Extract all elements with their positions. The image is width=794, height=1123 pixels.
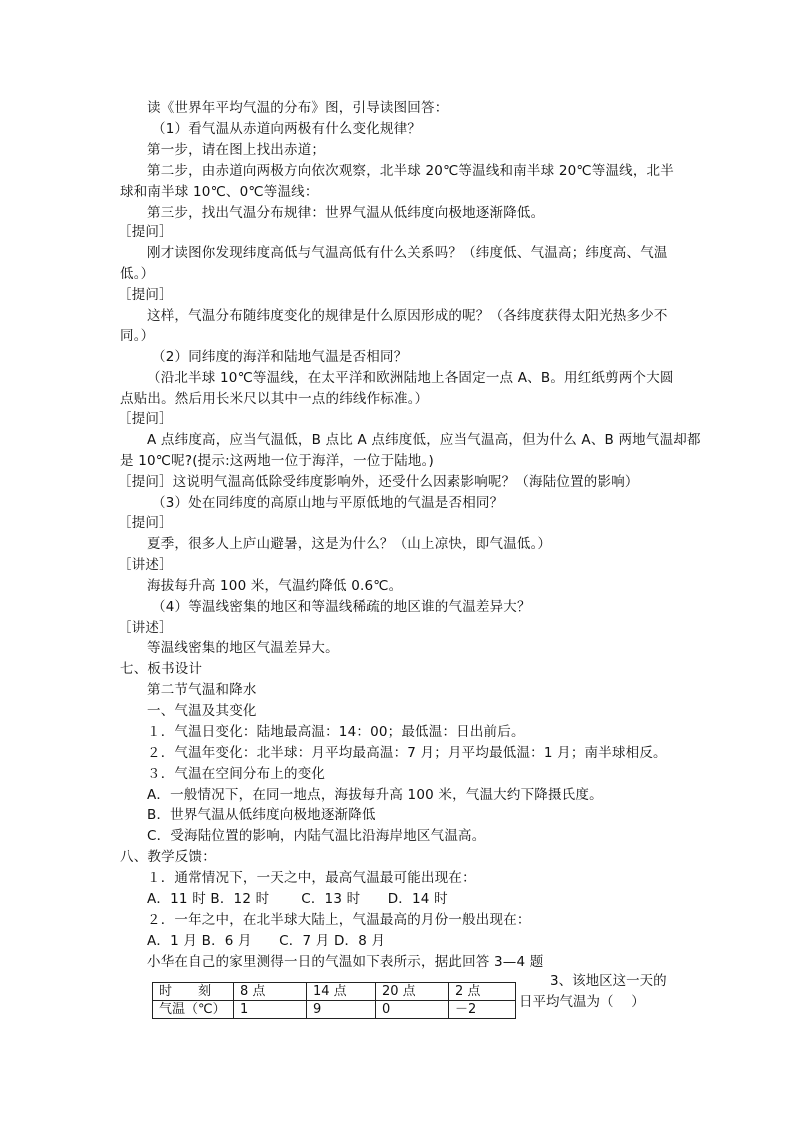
text-line: 海拔每升高 100 米，气温约降低 0.6℃。 [147, 578, 403, 594]
answer-options: A．11 时 B．12 时 C．13 时 D．14 时 [147, 891, 448, 907]
question: ２．一年之中，在北半球大陆上，气温最高的月份一般出现在： [147, 912, 531, 928]
text-line: （3）处在同纬度的高原山地与平原低地的气温是否相同？ [152, 495, 504, 511]
question-3-line: 3、该地区这一天的 [550, 973, 667, 989]
answer-options: A．1 月 B．6 月 C．7 月 D．8 月 [147, 933, 386, 949]
text-line: 第二步，由赤道向两极方向依次观察，北半球 20℃等温线和南半球 20℃等温线，北半 [147, 163, 674, 179]
heading: 八、教学反馈： [120, 849, 216, 865]
text-line: ２．气温年变化：北半球：月平均最高温：7 月；月平均最低温：1 月；南半球相反。 [147, 745, 667, 761]
text-line: 低。） [120, 266, 155, 282]
section-label: ［讲述］ [118, 620, 173, 636]
table-cell: 1 [234, 1001, 307, 1019]
text-line: ３．气温在空间分布上的变化 [147, 766, 326, 782]
table-cell: 9 [307, 1001, 376, 1019]
table-cell: 气温（℃） [153, 1001, 234, 1019]
heading: 一、气温及其变化 [147, 703, 257, 719]
table-cell: 14 点 [307, 983, 376, 1001]
text-line: 第三步，找出气温分布规律：世界气温从低纬度向极地逐渐降低。 [147, 205, 545, 221]
text-line: C．受海陆位置的影响，内陆气温比沿海岸地区气温高。 [147, 828, 486, 844]
table-cell: 2 点 [449, 983, 516, 1001]
text-line: 球和南半球 10℃、0℃等温线： [120, 184, 319, 200]
text-line: 是 10℃呢?(提示:这两地一位于海洋，一位于陆地。) [120, 453, 435, 469]
text-line: １．气温日变化：陆地最高温：14：00；最低温：日出前后。 [147, 724, 525, 740]
text-line: ［提问］这说明气温高低除受纬度影响外，还受什么因素影响呢？（海陆位置的影响） [118, 474, 639, 490]
table-row [153, 1001, 516, 1019]
text-line: B．世界气温从低纬度向极地逐渐降低 [147, 807, 376, 823]
table-cell: －2 [449, 1001, 516, 1019]
section-label: ［提问］ [118, 515, 173, 531]
heading: 七、板书设计 [120, 661, 203, 677]
table-cell: 8 点 [234, 983, 307, 1001]
text-line: 夏季，很多人上庐山避暑，这是为什么？（山上凉快，即气温低。） [147, 536, 552, 552]
table-row [153, 983, 516, 1001]
text-line: （1）看气温从赤道向两极有什么变化规律？ [152, 121, 422, 137]
text-line: A．一般情况下，在同一地点，海拔每升高 100 米，气温大约下降摄氏度。 [147, 787, 603, 803]
text-line: 同。） [120, 328, 155, 344]
heading: 第二节气温和降水 [147, 682, 257, 698]
text-line: （沿北半球 10℃等温线，在太平洋和欧洲陆地上各固定一点 A、B。用红纸剪两个大圆 [147, 370, 674, 386]
question-3-line: 日平均气温为（ ） [519, 994, 645, 1010]
section-label: ［提问］ [118, 287, 173, 303]
text-line: 读《世界年平均气温的分布》图，引导读图回答： [147, 100, 449, 116]
table-cell: 时 刻 [153, 983, 234, 1001]
section-label: ［提问］ [118, 224, 173, 240]
text-line: A 点纬度高，应当气温低，B 点比 A 点纬度低，应当气温高，但为什么 A、B 两地气温却都 [147, 432, 701, 448]
table-cell: 0 [376, 1001, 449, 1019]
text-line: 小华在自己的家里测得一日的气温如下表所示，据此回答 3—4 题 [147, 954, 544, 970]
section-label: ［讲述］ [118, 557, 173, 573]
table-cell: 20 点 [376, 983, 449, 1001]
text-line: 等温线密集的地区气温差异大。 [147, 640, 339, 656]
text-line: 点贴出。然后用长米尺以其中一点的纬线作标准。） [120, 391, 429, 407]
text-line: 刚才读图你发现纬度高低与气温高低有什么关系吗？（纬度低、气温高；纬度高、气温 [147, 245, 668, 261]
text-line: 这样，气温分布随纬度变化的规律是什么原因形成的呢？（各纬度获得太阳光热多少不 [147, 308, 668, 324]
text-line: （2）同纬度的海洋和陆地气温是否相同？ [152, 349, 408, 365]
question: １．通常情况下，一天之中，最高气温最可能出现在： [147, 870, 476, 886]
text-line: （4）等温线密集的地区和等温线稀疏的地区谁的气温差异大？ [152, 599, 531, 615]
text-line: 第一步，请在图上找出赤道； [147, 142, 326, 158]
section-label: ［提问］ [118, 411, 173, 427]
temperature-table [152, 982, 516, 1019]
